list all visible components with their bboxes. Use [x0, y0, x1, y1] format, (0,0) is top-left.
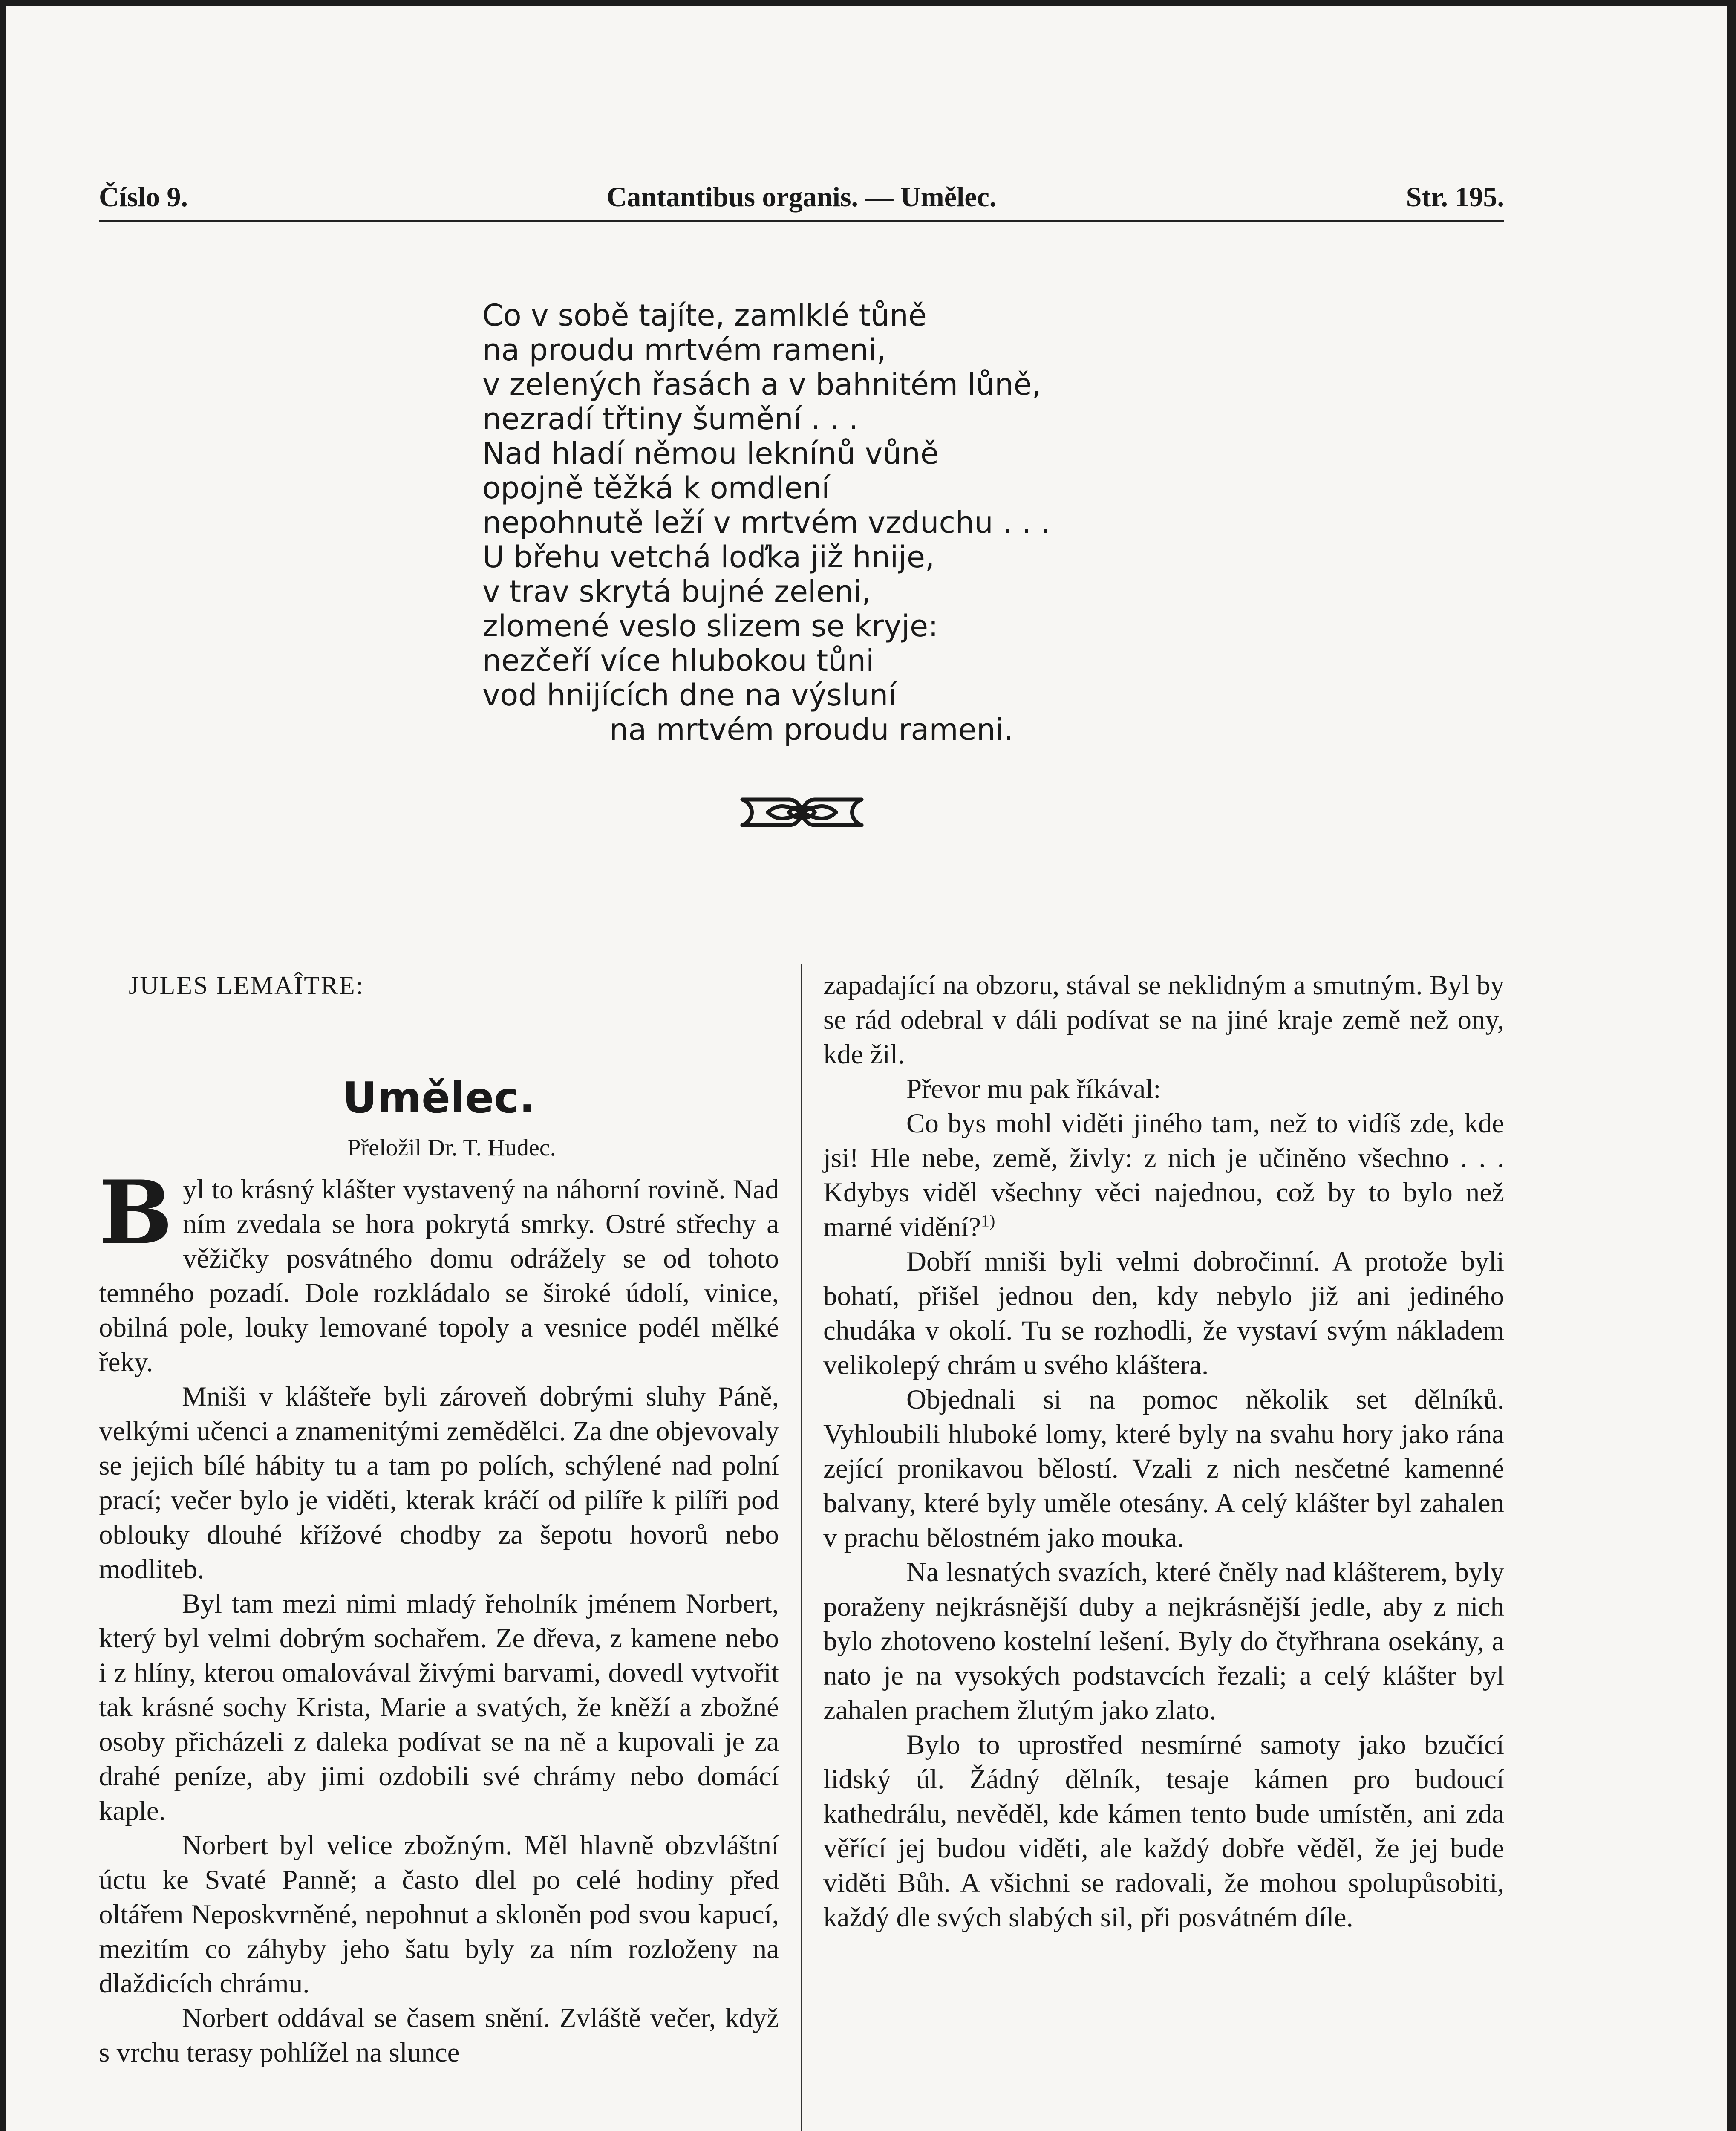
article-author: JULES LEMAÎTRE: — [129, 971, 365, 999]
paragraph: Norbert byl velice zbožným. Měl hlavně obzvláštní úctu ke Svaté Panně; a často dlel po celé hodiny před oltářem Neposkvrněné, nepohnut a skloněn pod svou kapucí, mezitím co záhyby jeho šatu byly za ním rozloženy na dlaždicích chrámu. — [99, 1830, 779, 1999]
paragraph-text: yl to krásný klášter vystavený na náhorní rovině. Nad ním zvedala se hora pokrytá smrky. Ostré střechy a věžičky posvátného domu odrážely se od tohoto temného pozadí. Dole rozkládalo se široké údolí, vinice, obilná pole, louky lemované topoly a vesnice podél mělké řeky. — [99, 1174, 779, 1377]
scan-edge-left — [0, 0, 6, 2131]
paragraph: Byl tam mezi nimi mladý řeholník jménem Norbert, který byl velmi dobrým sochařem. Ze dřeva, z kamene nebo i z hlíny, kterou omalovával živými barvami, dovedl vytvořit tak krásné sochy Krista, Marie a svatých, že kněží a zbožné osoby přicházeli z daleka podívat se na ně a kupovali je za drahé peníze, aby jimi ozdobili své chrámy nebo domácí kaple. — [99, 1588, 779, 1826]
poem-line: nezčeří více hlubokou tůni — [482, 643, 874, 678]
column-divider — [801, 964, 802, 2131]
article-title: Umělec. — [342, 1073, 536, 1123]
poem-line: opojně těžká k omdlení — [482, 471, 830, 505]
footnote-reference: 1) — [980, 1211, 995, 1230]
paragraph — [823, 1106, 1504, 1245]
poem-line: nepohnutě leží v mrtvém vzduchu . . . — [482, 505, 1050, 540]
article-left-column — [99, 968, 779, 2070]
paragraph: Dobří mniši byli velmi dobročinní. A protože byli bohatí, přišel jednou den, kdy nebylo již ani jediného chudáka v okolí. Tu se rozhodli, že vystaví svým nákladem velikolepý chrám u svého kláštera. — [823, 1246, 1504, 1380]
issue-number: Číslo 9. — [99, 182, 188, 213]
poem-line: zlomené veslo slizem se kryje: — [482, 609, 938, 644]
poem-line: Nad hladí němou leknínů vůně — [482, 436, 939, 471]
article-right-column — [823, 968, 1504, 1935]
header-title: Cantantibus organis. — Umělec. — [606, 182, 997, 213]
running-header — [99, 181, 1504, 215]
poem-line: vod hnijících dne na výsluní — [482, 678, 897, 713]
poem-line: U břehu vetchá loďka již hnije, — [482, 540, 935, 575]
paragraph-continuation: zapadající na obzoru, stával se neklidným a smutným. Byl by se rád odebral v dáli podívat se na jiné kraje země než ony, kde žil. — [823, 970, 1504, 1070]
header-rule — [99, 220, 1504, 222]
paragraph: Objednali si na pomoc několik set dělníků. Vyhloubili hluboké lomy, které byly na svahu hory jako rána zející pronikavou bělostí. Vzali z nich nesčetné kamenné balvany, které byly uměle otesány. A celý klášter byl zahalen v prachu bělostném jako mouka. — [823, 1384, 1504, 1553]
paragraph: Převor mu pak říkával: — [906, 1074, 1161, 1104]
paragraph: Mniši v klášteře byli zároveň dobrými sluhy Páně, velkými učenci a znamenitými zemědělci. Za dne objevovaly se jejich bílé hábity tu a tam po polích, schýlené nad polní prací; večer bylo je viděti, kterak kráčí od pilíře k pilíři pod oblouky dlouhé křížové chodby za šepotu hovorů nebo modliteb. — [99, 1381, 779, 1585]
paragraph: Norbert oddával se časem snění. Zvláště večer, když s vrchu terasy pohlížel na slunce — [99, 2003, 779, 2068]
page-number: Str. 195. — [1406, 182, 1504, 213]
poem-line: v zelených řasách a v bahnitém lůně, — [482, 367, 1041, 402]
scan-edge-top — [0, 0, 1736, 6]
poem-line: v trav skrytá bujné zeleni, — [482, 574, 871, 609]
poem-last-line: na mrtvém proudu rameni. — [609, 712, 1013, 747]
poem-line: nezradí třtiny šumění . . . — [482, 401, 859, 436]
ornament-vignette-icon — [738, 792, 866, 833]
drop-cap: B — [99, 1162, 173, 1264]
article-translator: Přeložil Dr. T. Hudec. — [347, 1135, 556, 1161]
paragraph: Bylo to uprostřed nesmírné samoty jako bzučící lidský úl. Žádný dělník, tesaje kámen pro budoucí kathedrálu, nevěděl, kde kámen tento bude umístěn, ani zda věřící jej budou viděti, ale každý dobře věděl, že jej bude viděti Bůh. A všichni se radovali, že mohou spolupůsobiti, každý dle svých slabých sil, při posvátném díle. — [823, 1730, 1504, 1933]
poem-line: na proudu mrtvém rameni, — [482, 332, 886, 367]
poem — [482, 298, 1122, 747]
paragraph: Na lesnatých svazích, které čněly nad klášterem, byly poraženy nejkrásnější duby a nejkrásnější jedle, aby z nich bylo zhotoveno kostelní lešení. Byly do čtyřhrana osekány, a nato je na vysokých podstavcích řezali; a celý klášter byl zahalen prachem žlutým jako zlato. — [823, 1557, 1504, 1726]
paragraph — [99, 1162, 779, 1380]
paragraph-text: Co bys mohl viděti jiného tam, než to vidíš zde, kde jsi! Hle nebe, země, živly: z nich je učiněno všechno . . . Kdybys viděl všechny věci najednou, což by to bylo než marné vidění? — [823, 1108, 1504, 1242]
poem-line: Co v sobě tajíte, zamlklé tůně — [482, 298, 927, 333]
scan-edge-right — [1727, 0, 1736, 2131]
